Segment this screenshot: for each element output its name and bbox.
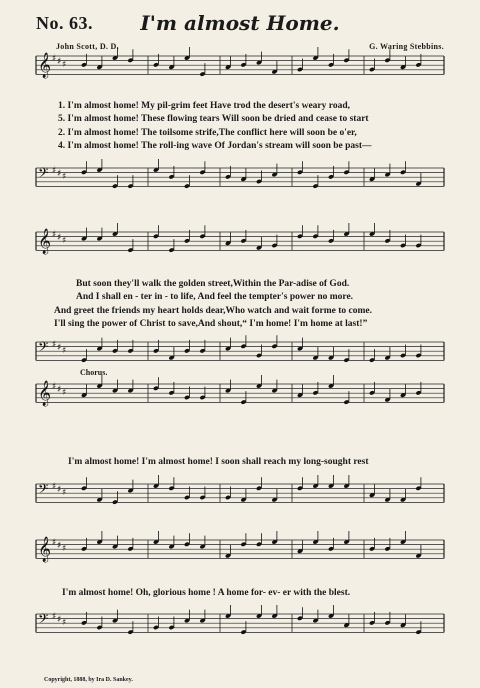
chorus-label: Chorus. bbox=[80, 368, 108, 377]
lyric-line: 2. I'm almost home! The toilsome strife,The conflict here will soon be o'er, bbox=[58, 127, 357, 138]
sharp-icon: ♯ bbox=[52, 538, 57, 548]
hymn-title: I'm almost Home. bbox=[140, 11, 340, 35]
sharp-icon: ♯ bbox=[57, 343, 62, 353]
sharp-icon: ♯ bbox=[52, 54, 57, 64]
sharp-icon: ♯ bbox=[62, 346, 67, 356]
sharp-icon: ♯ bbox=[62, 544, 67, 554]
verse-lyrics-top bbox=[58, 100, 372, 153]
bass-clef-icon: 𝄢 bbox=[38, 481, 49, 500]
sharp-icon: ♯ bbox=[52, 230, 57, 240]
sharp-icon: ♯ bbox=[52, 382, 57, 392]
hymn-number: No. 63. bbox=[36, 13, 93, 33]
sharp-icon: ♯ bbox=[57, 485, 62, 495]
sharp-icon: ♯ bbox=[62, 60, 67, 70]
sharp-icon: ♯ bbox=[52, 612, 57, 622]
sharp-icon: ♯ bbox=[62, 236, 67, 246]
chorus-lyric-2: I'm almost home! Oh, glorious home ! A home for- ev- er with the blest. bbox=[62, 588, 351, 598]
sharp-icon: ♯ bbox=[52, 166, 57, 176]
sharp-icon: ♯ bbox=[52, 340, 57, 350]
sharp-icon: ♯ bbox=[57, 169, 62, 179]
lyric-line: 4. I'm almost home! The roll-ing wave Of Jordan's stream will soon be past— bbox=[58, 140, 372, 151]
verse-lyrics-middle bbox=[54, 278, 372, 331]
lyric-line: 5. I'm almost home! These flowing tears Will soon be dried and cease to start bbox=[58, 114, 369, 125]
treble-clef-icon: 𝄞 bbox=[38, 229, 52, 254]
bass-clef-icon: 𝄢 bbox=[38, 611, 49, 630]
copyright-footer: Copyright, 1888, by Ira D. Sankey. bbox=[44, 677, 133, 683]
bass-clef-icon: 𝄢 bbox=[38, 339, 49, 358]
lyric-line: But soon they'll walk the golden street,Within the Par-adise of God. bbox=[76, 279, 350, 289]
author-credit: John Scott, D. D. bbox=[56, 42, 119, 51]
sharp-icon: ♯ bbox=[57, 541, 62, 551]
sharp-icon: ♯ bbox=[62, 388, 67, 398]
sharp-icon: ♯ bbox=[57, 57, 62, 67]
composer-credit: G. Waring Stebbins. bbox=[369, 42, 444, 51]
bass-clef-icon: 𝄢 bbox=[38, 165, 49, 184]
treble-clef-icon: 𝄞 bbox=[38, 381, 52, 406]
sharp-icon: ♯ bbox=[57, 233, 62, 243]
sharp-icon: ♯ bbox=[62, 172, 67, 182]
lyric-line: I'll sing the power of Christ to save,And shout,“ I'm home! I'm home at last!” bbox=[54, 318, 368, 329]
sharp-icon: ♯ bbox=[57, 615, 62, 625]
treble-clef-icon: 𝄞 bbox=[38, 537, 52, 562]
lyric-line: 1. I'm almost home! My pil-grim feet Have trod the desert's weary road, bbox=[58, 101, 350, 111]
sharp-icon: ♯ bbox=[57, 385, 62, 395]
chorus-lyric-1: I'm almost home! I'm almost home! I soon shall reach my long-sought rest bbox=[68, 457, 369, 467]
sharp-icon: ♯ bbox=[62, 488, 67, 498]
sharp-icon: ♯ bbox=[62, 618, 67, 628]
lyric-line: And I shall en - ter in - to life, And feel the tempter's power no more. bbox=[76, 292, 354, 303]
treble-clef-icon: 𝄞 bbox=[38, 53, 52, 78]
lyric-line: And greet the friends my heart holds dear,Who watch and wait forme to come. bbox=[54, 305, 372, 316]
sharp-icon: ♯ bbox=[52, 482, 57, 492]
